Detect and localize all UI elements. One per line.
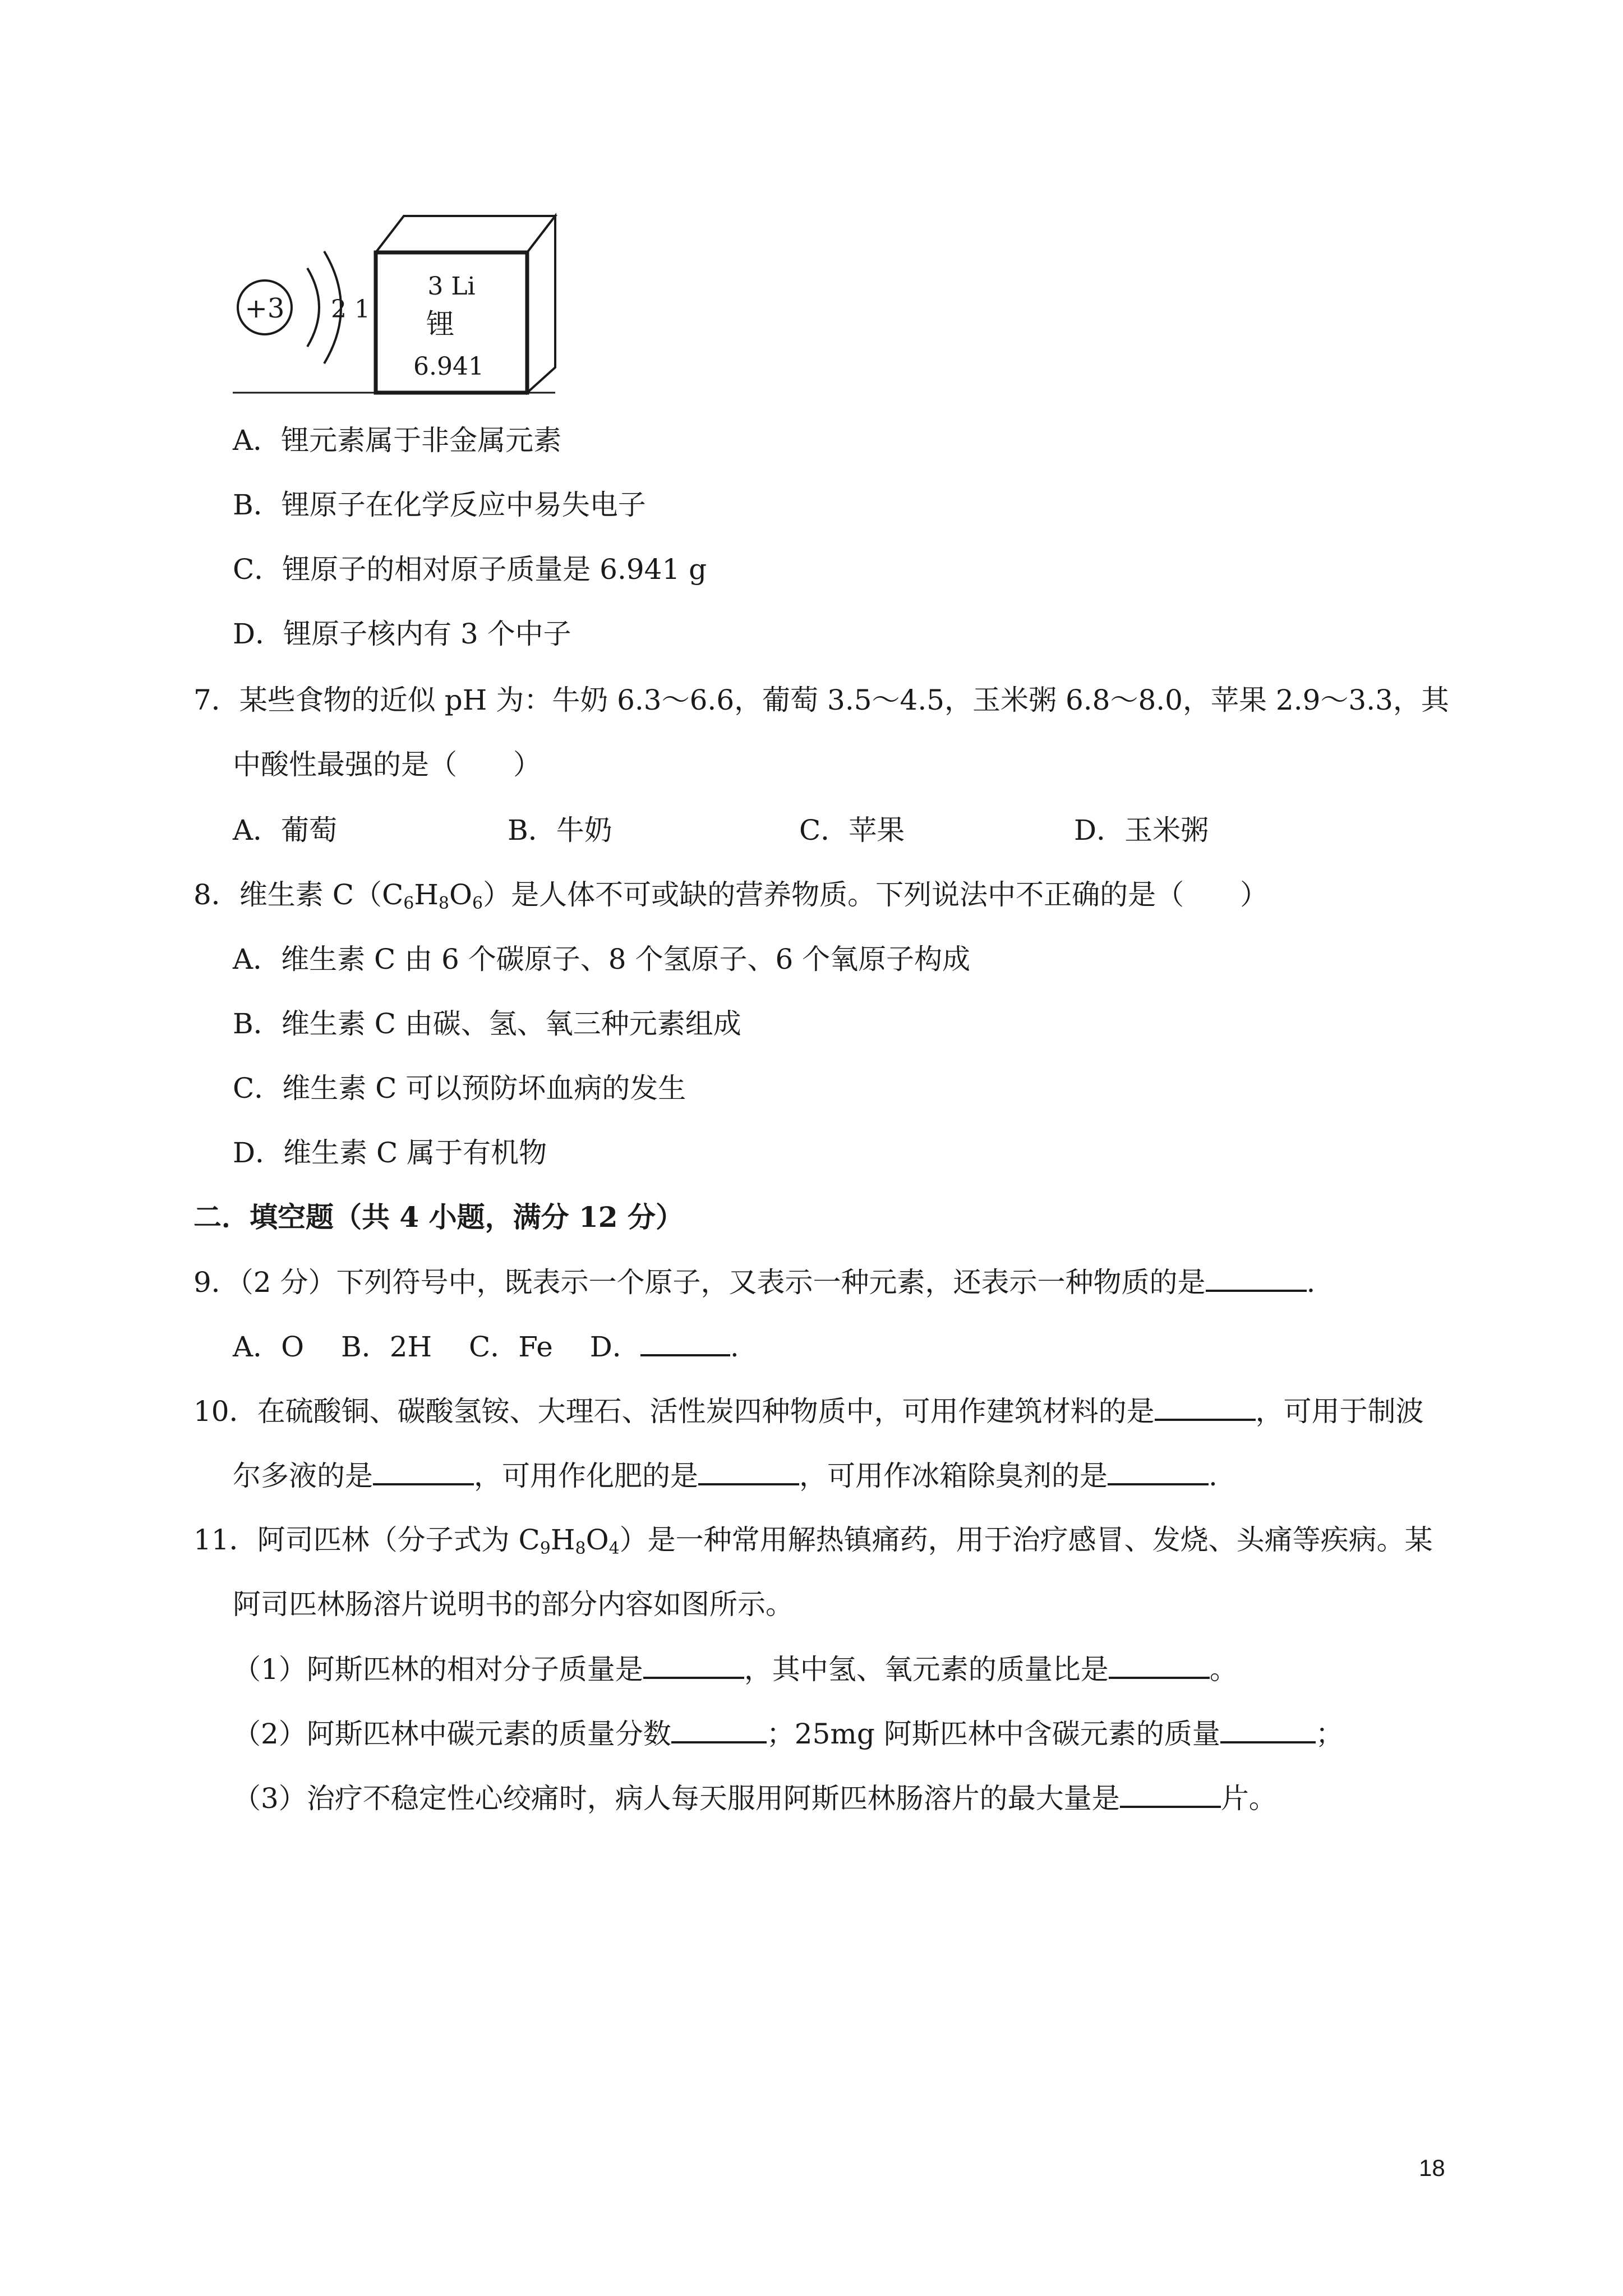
q9-options: A．O B．2H C．Fe D． . [233,1331,739,1363]
q10-line2: 尔多液的是 ，可用作化肥的是 ，可用作冰箱除臭剂的是 . [233,1460,1218,1492]
answer-blank[interactable] [1108,1458,1209,1485]
q7-option-d: D．玉米粥 [1074,814,1209,846]
element-name: 锂 [426,308,454,341]
answer-blank[interactable] [373,1458,474,1485]
q11-sub3: （3）治疗不稳定性心绞痛时，病人每天服用阿斯匹林肠溶片的最大量是 片。 [233,1782,1277,1815]
q7-option-b: B．牛奶 [508,814,612,846]
q8-option-d: D．维生素 C 属于有机物 [233,1137,547,1169]
q6-option-a: A．锂元素属于非金属元素 [233,424,562,457]
page-number: 18 [1419,2155,1445,2181]
q10-line1: 10．在硫酸铜、碳酸氢铵、大理石、活性炭四种物质中，可用作建筑材料的是 ，可用于制波 [193,1395,1424,1428]
answer-blank[interactable] [1220,1717,1316,1743]
q7-stem-line1: 7．某些食物的近似 pH 为：牛奶 6.3～6.6，葡萄 3.5～4.5，玉米粥 6.8～8.0，苹果 2.9～3.3，其 [193,684,1449,716]
q8-stem: 8．维生素 $C(C_6H_8O_6)$是人体不可或缺的营养物质。下列说法中不正确的是（ ） [193,878,1269,913]
q11-sub1: （1）阿斯匹林的相对分子质量是 ，其中氢、氧元素的质量比是 。 [233,1653,1238,1686]
q11-stem-line2: 阿司匹林肠溶片说明书的部分内容如图所示。 [233,1588,794,1621]
answer-blank[interactable] [1206,1265,1307,1292]
element-number-symbol: 3 Li [427,272,476,301]
answer-blank[interactable] [698,1458,799,1485]
answer-blank[interactable] [1109,1652,1210,1679]
answer-blank[interactable] [640,1329,730,1356]
answer-blank[interactable] [1120,1781,1221,1808]
q8-option-a: A．维生素 C 由 6 个碳原子、8 个氢原子、6 个氧原子构成 [233,943,971,976]
q6-option-b: B．锂原子在化学反应中易失电子 [233,489,646,521]
answer-blank[interactable] [671,1717,767,1743]
cell-top-face [376,216,555,252]
q6-option-d: D．锂原子核内有 3 个中子 [233,618,571,650]
q7-option-c: C．苹果 [799,814,905,846]
atomic-mass: 6.941 [413,352,484,381]
q7-option-a: A．葡萄 [233,814,338,846]
q8-option-c: C．维生素 C 可以预防坏血病的发生 [233,1072,686,1105]
answer-blank[interactable] [643,1652,744,1679]
q7-stem-line2: 中酸性最强的是（ ） [233,748,541,781]
q11-stem-line1: 11．阿司匹林（分子式为 $C_9H_8O_4$）是一种常用解热镇痛药，用于治疗感冒、发烧、头痛等疾病。某 [193,1524,1433,1558]
section-title: 二．填空题（共 4 小题，满分 12 分） [193,1200,684,1234]
q6-option-c: C．锂原子的相对原子质量是 6.941 g [233,553,707,586]
q8-option-b: B．维生素 C 由碳、氢、氧三种元素组成 [233,1007,741,1040]
q9-stem: 9．（2 分）下列符号中，既表示一个原子，又表示一种元素，还表示一种物质的是 . [193,1266,1316,1299]
shell-arc-1 [307,268,319,347]
answer-blank[interactable] [1155,1394,1256,1421]
shell-electrons: 2 1 [331,295,370,324]
nucleus-charge: +3 [245,293,285,324]
q11-sub2: （2）阿斯匹林中碳元素的质量分数 ；25mg 阿斯匹林中含碳元素的质量 ； [233,1718,1344,1750]
lithium-figure [224,208,572,398]
